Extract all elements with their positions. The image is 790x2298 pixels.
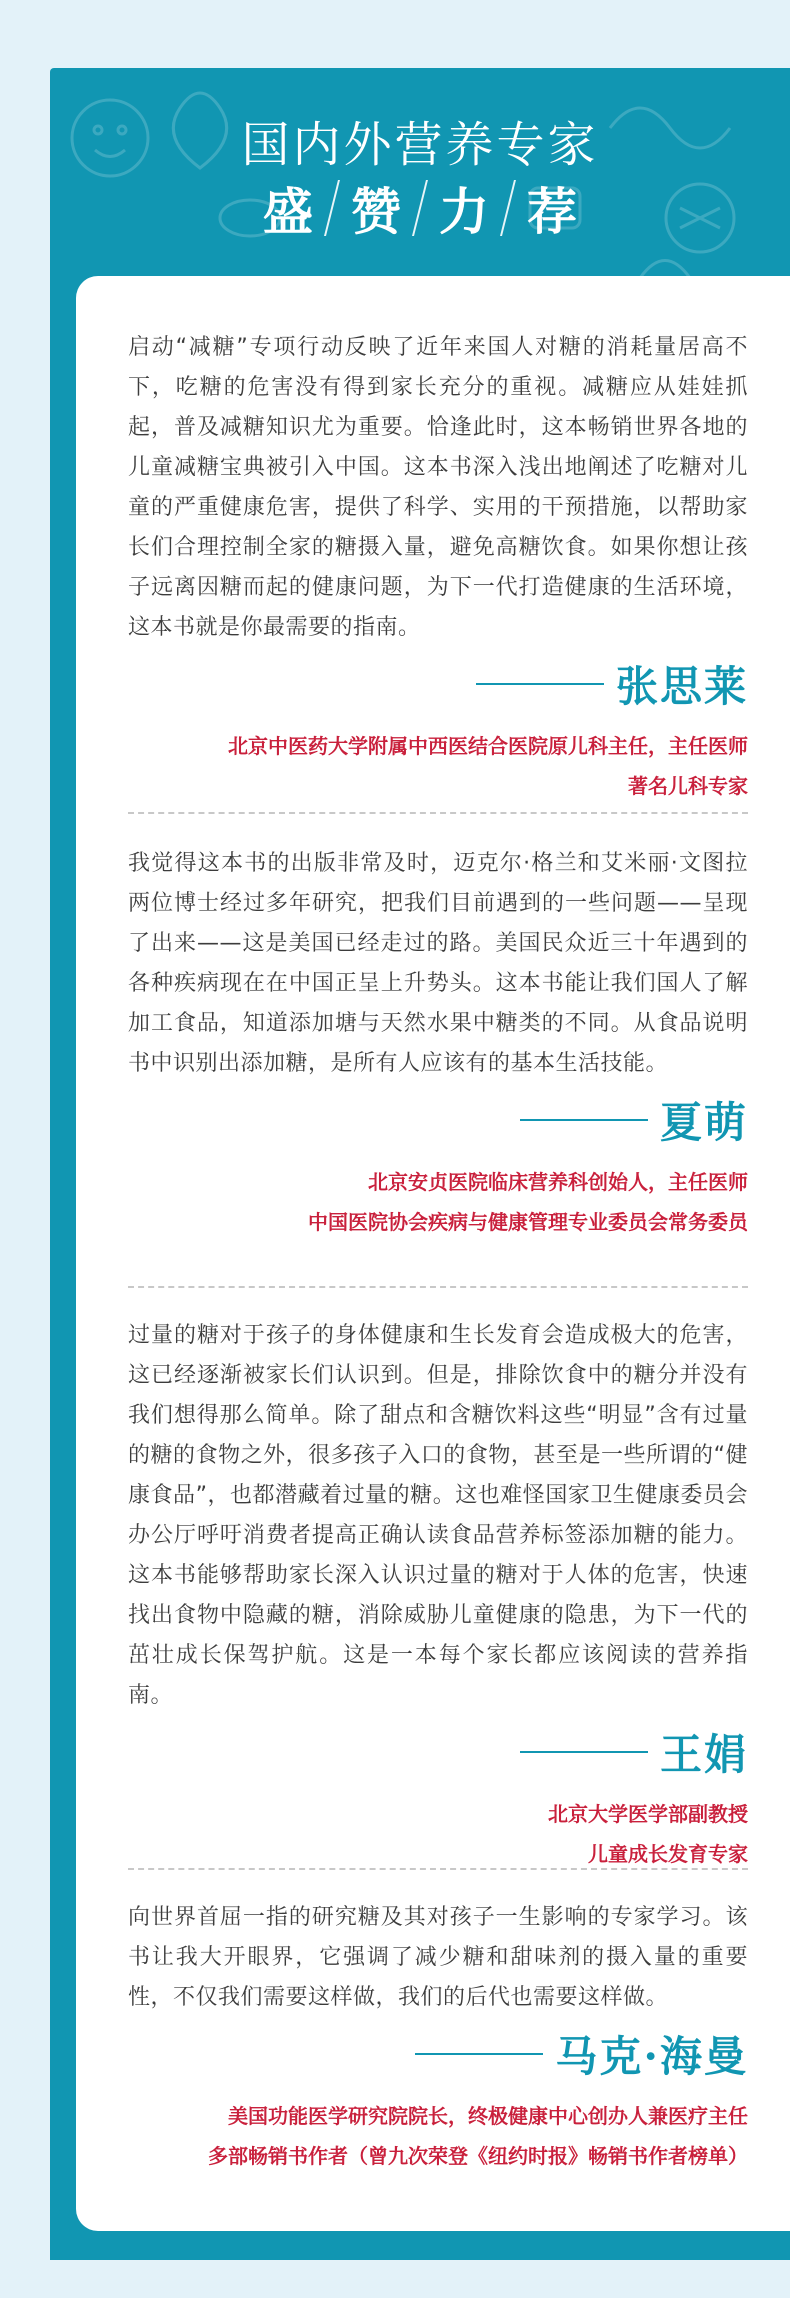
endorser-title: 美国功能医学研究院院长，终极健康中心创办人兼医疗主任 [228,2104,748,2128]
header-subtitle [50,172,790,244]
endorser-title: 北京大学医学部副教授 [548,1802,748,1826]
subtitle-char: 赞 [351,183,401,241]
signature-rule [520,1119,648,1121]
endorser-title: 多部畅销书作者（曾九次荣登《纽约时报》畅销书作者榜单） [208,2144,748,2168]
endorser-titles [128,726,748,806]
endorser-name: 夏萌 [659,1098,748,1147]
endorser-titles [128,2096,748,2176]
section-divider [128,1868,748,1870]
endorser-name: 张思莱 [615,662,748,711]
endorser-title: 儿童成长发育专家 [588,1842,748,1866]
endorsement-text: 向世界首屈一指的研究糖及其对孩子一生影响的专家学习。该书让我大开眼界，它强调了减少糖和甜味剂的摄入量的重要性，不仅我们需要这样做，我们的后代也需要这样做。 [128,1905,748,2010]
endorsement-1 [128,328,748,806]
section-divider [128,1286,748,1288]
endorser-title: 北京安贞医院临床营养科创始人，主任医师 [368,1170,748,1194]
signature [128,1722,748,1782]
endorser-title: 著名儿科专家 [628,774,748,798]
endorsement-3 [128,1316,748,1874]
endorsement-text: 启动“减糖”专项行动反映了近年来国人对糖的消耗量居高不下，吃糖的危害没有得到家长充分的重视。减糖应从娃娃抓起，普及减糖知识尤为重要。恰逢此时，这本畅销世界各地的儿童减糖宝典被引入中国。这本书深入浅出地阐述了吃糖对儿童的严重健康危害，提供了科学、实用的干预措施，以帮助家长们合理控制全家的糖摄入量，避免高糖饮食。如果你想让孩子远离因糖而起的健康问题，为下一代打造健康的生活环境，这本书就是你最需要的指南。 [128,335,748,640]
subtitle-char: 盛 [263,183,313,241]
endorsement-4 [128,1898,748,2176]
subtitle-char: 力 [439,183,489,241]
header-title: 国内外营养专家 [241,117,599,173]
endorsement-text: 过量的糖对于孩子的身体健康和生长发育会造成极大的危害，这已经逐渐被家长们认识到。但是，排除饮食中的糖分并没有我们想得那么简单。除了甜点和含糖饮料这些“明显”含有过量的糖的食物之外，很多孩子入口的食物，甚至是一些所谓的“健康食品”，也都潜藏着过量的糖。这也难怪国家卫生健康委员会办公厅呼吁消费者提高正确认读食品营养标签添加糖的能力。这本书能够帮助家长深入认识过量的糖对于人体的危害，快速找出食物中隐藏的糖，消除威胁儿童健康的隐患，为下一代的茁壮成长保驾护航。这是一本每个家长都应该阅读的营养指南。 [128,1323,748,1708]
section-divider [128,812,748,814]
endorsement-text: 我觉得这本书的出版非常及时，迈克尔·格兰和艾米丽·文图拉两位博士经过多年研究，把我们目前遇到的一些问题——呈现了出来——这是美国已经走过的路。美国民众近三十年遇到的各种疾病现在在中国正呈上升势头。这本书能让我们国人了解加工食品，知道添加塘与天然水果中糖类的不同。从食品说明书中识别出添加糖，是所有人应该有的基本生活技能。 [128,851,748,1076]
endorser-title: 中国医院协会疾病与健康管理专业委员会常务委员 [308,1210,748,1234]
endorser-titles [128,1794,748,1874]
endorser-titles [128,1162,748,1242]
endorser-name: 马克·海曼 [555,2032,748,2081]
endorser-title: 北京中医药大学附属中西医结合医院原儿科主任，主任医师 [228,734,748,758]
signature-rule [415,2053,543,2055]
signature-rule [476,683,604,685]
signature [128,654,748,714]
signature [128,2024,748,2084]
signature [128,1090,748,1150]
endorsement-card [76,276,790,2231]
endorser-name: 王娟 [659,1730,748,1779]
endorsement-2 [128,844,748,1242]
signature-rule [520,1751,648,1753]
subtitle-char: 荐 [527,183,577,241]
